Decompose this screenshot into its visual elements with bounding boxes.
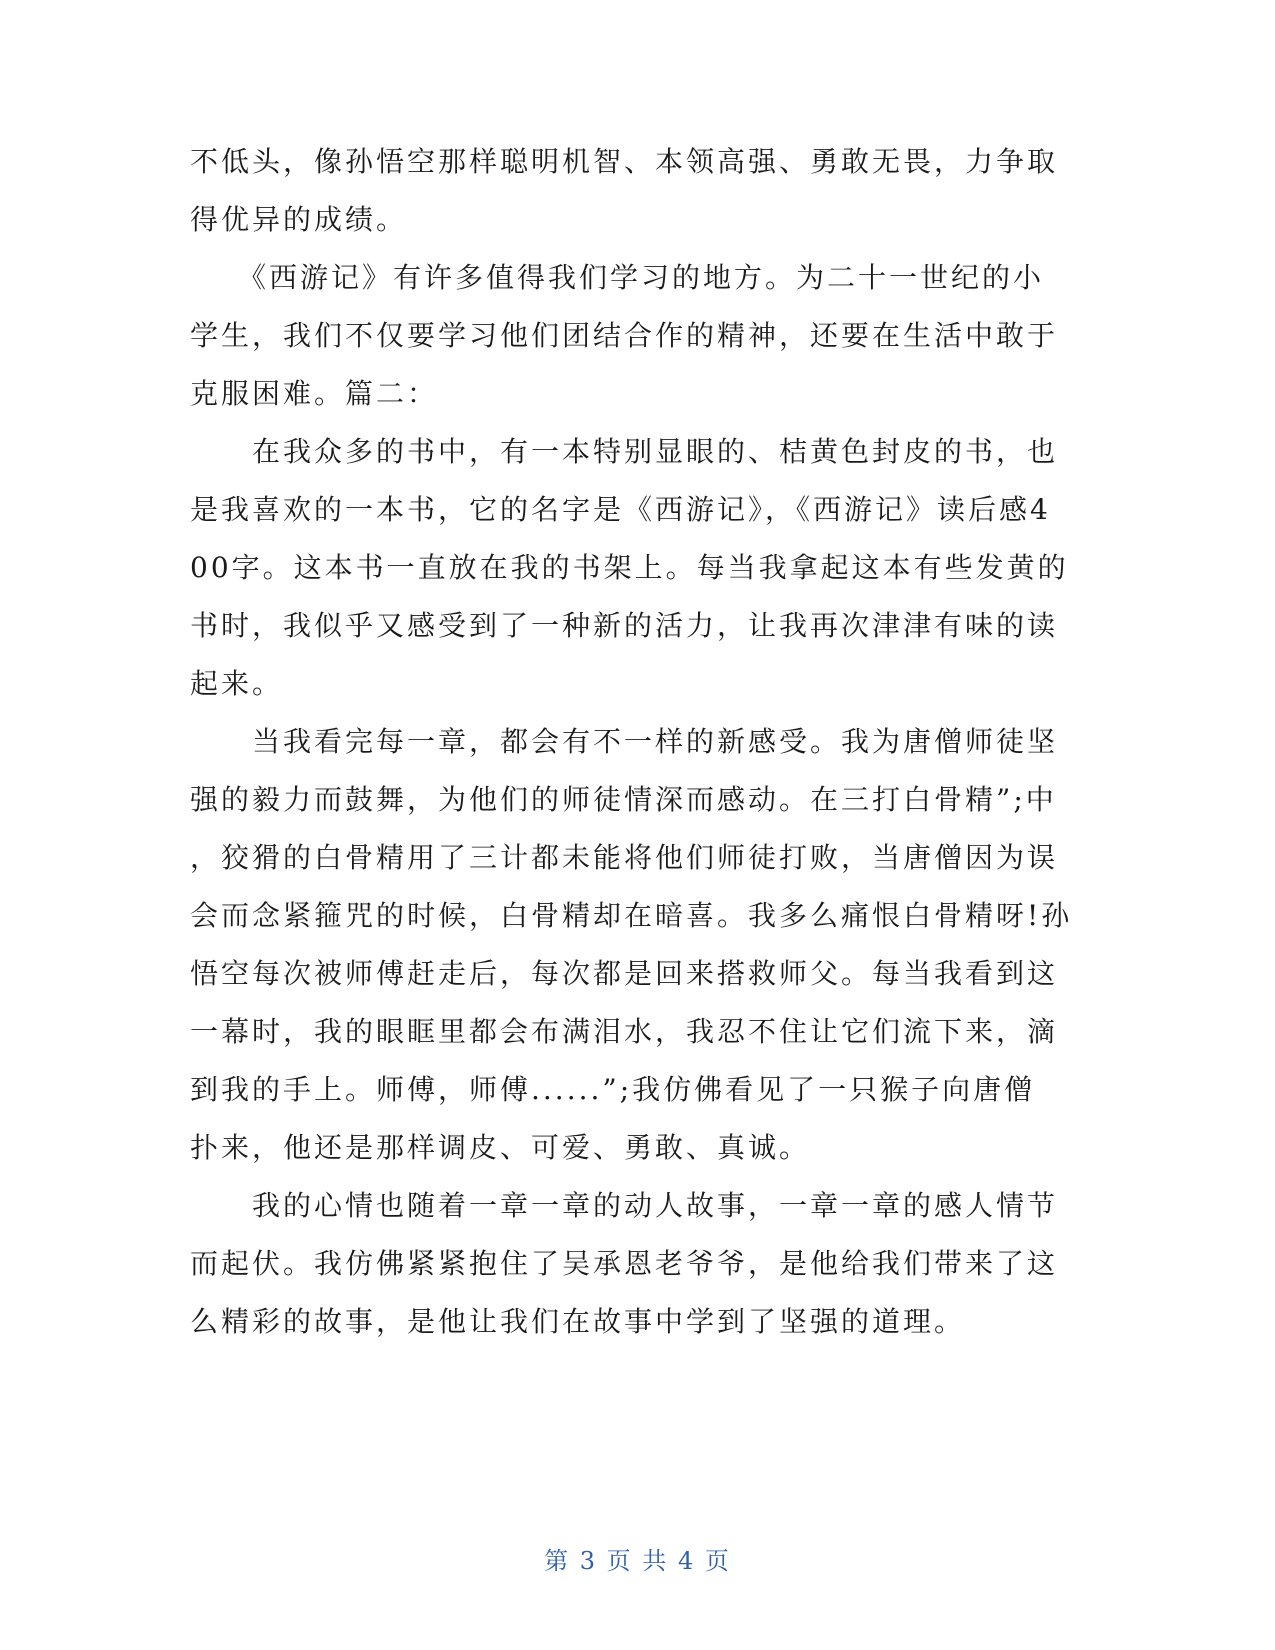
text-line: 得优异的成绩。 [190, 203, 408, 236]
text-line: 我的心情也随着一章一章的动人故事，一章一章的感人情节 [190, 1189, 1059, 1222]
text-line: 当我看完每一章，都会有不一样的新感受。我为唐僧师徒坚 [190, 725, 1059, 758]
text-line: 不低头，像孙悟空那样聪明机智、本领高强、勇敢无畏，力争取 [190, 145, 1059, 178]
text-line: ，狡猾的白骨精用了三计都未能将他们师徒打败，当唐僧因为误 [190, 841, 1059, 874]
text-line: 么精彩的故事，是他让我们在故事中学到了坚强的道理。 [190, 1305, 966, 1338]
page-number-footer: 第 3 页 共 4 页 [544, 1547, 731, 1575]
text-line: 《西游记》有许多值得我们学习的地方。为二十一世纪的小 [190, 261, 1045, 294]
text-line: 强的毅力而鼓舞，为他们的师徒情深而感动。在三打白骨精”;中 [190, 783, 1057, 816]
text-line: 克服困难。篇二： [190, 377, 439, 410]
text-line: 悟空每次被师傅赶走后，每次都是回来搭救师父。每当我看到这 [190, 957, 1059, 990]
text-line: 而起伏。我仿佛紧紧抱住了吴承恩老爷爷，是他给我们带来了这 [190, 1247, 1059, 1280]
text-line: 在我众多的书中，有一本特别显眼的、桔黄色封皮的书，也 [190, 435, 1059, 468]
text-line: 是我喜欢的一本书，它的名字是《西游记》，《西游记》读后感4 [190, 493, 1051, 526]
text-line: 一幕时，我的眼眶里都会布满泪水，我忍不住让它们流下来，滴 [190, 1015, 1059, 1048]
text-line: 扑来，他还是那样调皮、可爱、勇敢、真诚。 [190, 1131, 811, 1164]
text-line: 会而念紧箍咒的时候，白骨精却在暗喜。我多么痛恨白骨精呀!孙 [190, 899, 1073, 932]
text-line: 00字。这本书一直放在我的书架上。每当我拿起这本有些发黄的 [190, 551, 1069, 584]
text-line: 书时，我似乎又感受到了一种新的活力，让我再次津津有味的读 [190, 609, 1059, 642]
text-line: 学生，我们不仅要学习他们团结合作的精神，还要在生活中敢于 [190, 319, 1059, 352]
text-line: 到我的手上。师傅，师傅......”;我仿佛看见了一只猴子向唐僧 [190, 1073, 1036, 1106]
text-line: 起来。 [190, 667, 284, 700]
